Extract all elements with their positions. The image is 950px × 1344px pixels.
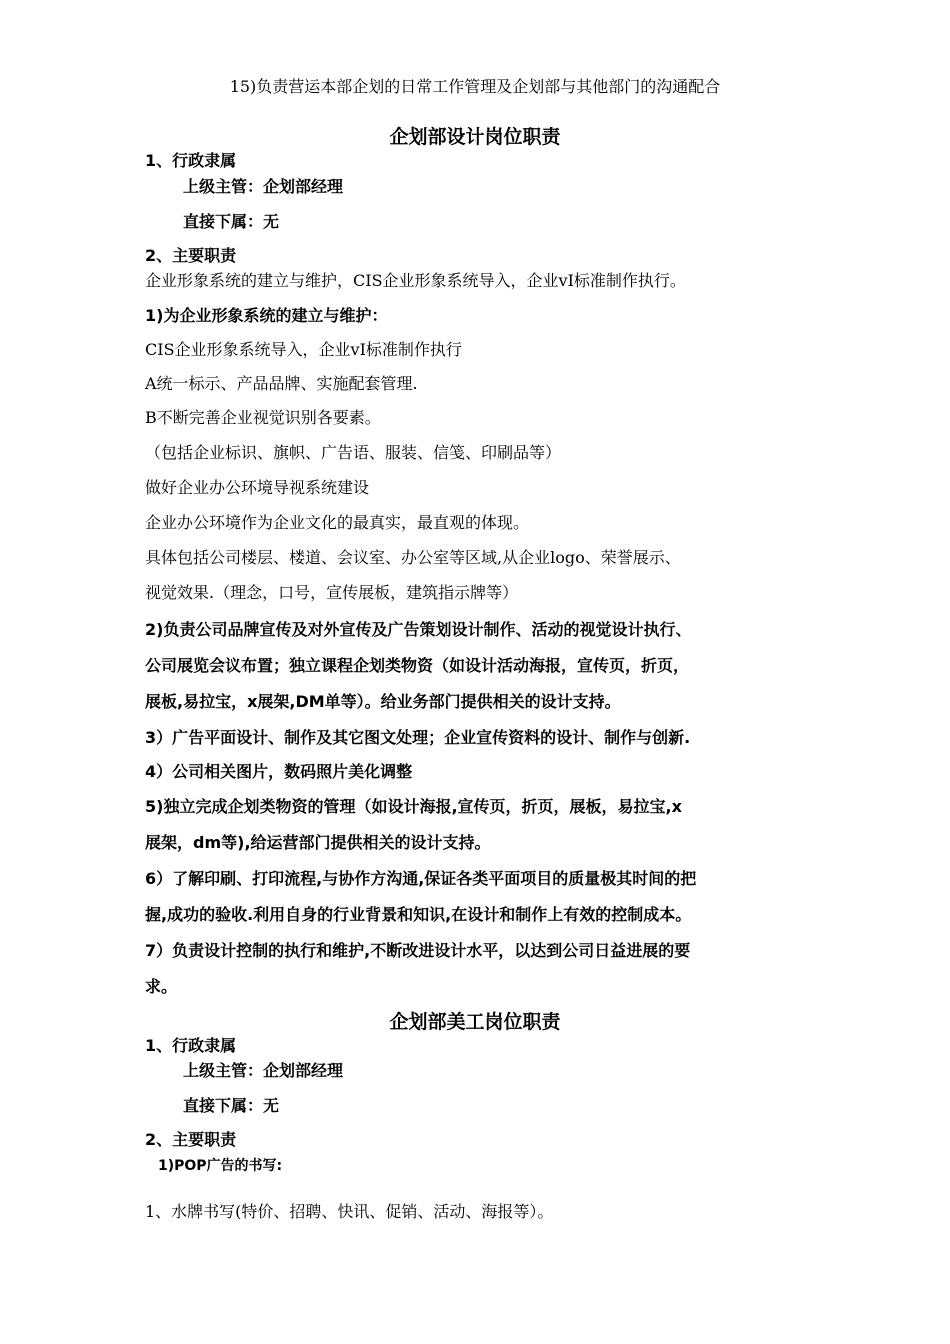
design-line: 求。 xyxy=(145,977,178,996)
design-line: 企业办公环境作为企业文化的最真实，最直观的体现。 xyxy=(145,513,530,532)
art-duties-heading: 2、主要职责 xyxy=(145,1130,237,1149)
design-line: 5)独立完成企划类物资的管理（如设计海报,宣传页，折页，展板，易拉宝,x xyxy=(145,797,682,816)
design-line: 4）公司相关图片，数码照片美化调整 xyxy=(145,762,413,781)
duty-item-15: 15)负责营运本部企划的日常工作管理及企划部与其他部门的沟通配合 xyxy=(229,77,721,96)
art-supervisor: 上级主管：企划部经理 xyxy=(183,1061,344,1080)
design-admin-heading: 1、行政隶属 xyxy=(145,151,237,170)
art-subordinate: 直接下属：无 xyxy=(183,1096,280,1115)
design-line: 1)为企业形象系统的建立与维护： xyxy=(145,306,388,325)
design-line: 展架，dm等),给运营部门提供相关的设计支持。 xyxy=(145,833,491,852)
design-line: 做好企业办公环境导视系统建设 xyxy=(145,478,370,497)
design-line: 3）广告平面设计、制作及其它图文处理；企业宣传资料的设计、制作与创新. xyxy=(145,728,691,747)
design-line: 2)负责公司品牌宣传及对外宣传及广告策划设计制作、活动的视觉设计执行、 xyxy=(145,620,692,639)
design-duties-heading: 2、主要职责 xyxy=(145,246,237,265)
design-section-title: 企划部设计岗位职责 xyxy=(389,126,561,148)
design-line: 具体包括公司楼层、楼道、会议室、办公室等区域,从企业logo、荣誉展示、 xyxy=(145,548,681,567)
design-line: B不断完善企业视觉识别各要素。 xyxy=(145,408,381,427)
design-supervisor: 上级主管：企划部经理 xyxy=(183,177,344,196)
art-item-1: 1、水牌书写(特价、招聘、快讯、促销、活动、海报等）。 xyxy=(145,1202,554,1221)
design-line: 展板,易拉宝，x展架,DM单等）。给业务部门提供相关的设计支持。 xyxy=(145,692,621,711)
design-line: 企业形象系统的建立与维护，CIS企业形象系统导入，企业vI标准制作执行。 xyxy=(145,271,686,290)
design-subordinate: 直接下属：无 xyxy=(183,212,280,231)
design-line: 握,成功的验收.利用自身的行业背景和知识,在设计和制作上有效的控制成本。 xyxy=(145,905,692,924)
design-line: 公司展览会议布置；独立课程企划类物资（如设计活动海报，宣传页，折页， xyxy=(145,656,690,675)
design-line: 7）负责设计控制的执行和维护,不断改进设计水平，以达到公司日益进展的要 xyxy=(145,941,691,960)
design-line: A统一标示、产品品牌、实施配套管理. xyxy=(145,374,418,393)
design-line: CIS企业形象系统导入，企业vI标准制作执行 xyxy=(145,340,462,359)
art-section-title: 企划部美工岗位职责 xyxy=(389,1011,561,1033)
design-line: 视觉效果.（理念，口号，宣传展板，建筑指示牌等） xyxy=(145,583,519,602)
design-line: 6）了解印刷、打印流程,与协作方沟通,保证各类平面项目的质量极其时间的把 xyxy=(145,869,697,888)
design-line: （包括企业标识、旗帜、广告语、服装、信笺、印刷品等） xyxy=(145,443,562,462)
art-admin-heading: 1、行政隶属 xyxy=(145,1036,237,1055)
art-pop-heading: 1)POP广告的书写: xyxy=(158,1158,283,1174)
